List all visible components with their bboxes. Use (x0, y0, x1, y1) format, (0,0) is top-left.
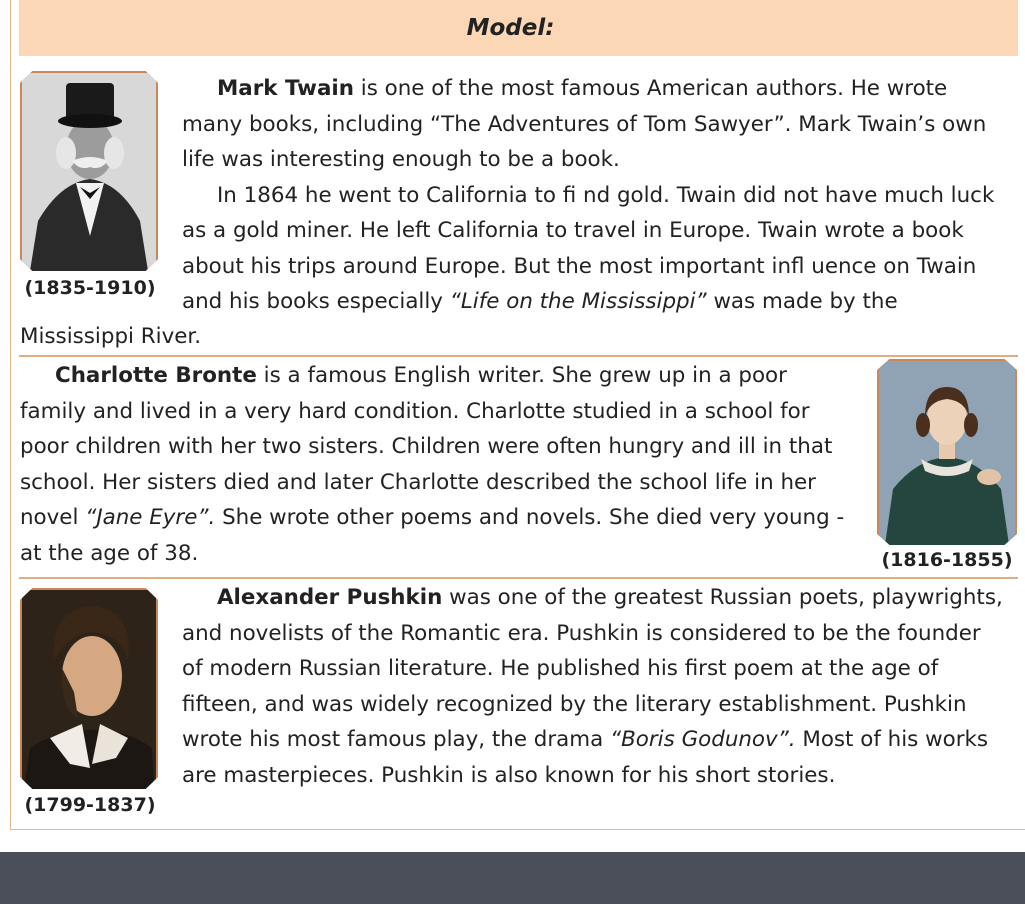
book-title-boris-godunov: “Boris Godunov”. (610, 727, 796, 752)
section-divider (19, 577, 1018, 579)
alexander-pushkin-paragraph: Alexander Pushkin was one of the greatest Russian poets, playwrights, and novelists of the Romantic era. Pushkin is considered to be the founder of modern Russian literature. He published his first poem at the age of fifteen, and was widely recognized by the literary establishment. Pushkin wrote his most famous play, the drama “Boris Godunov”. Most of his works are masterpieces. Pushkin is also known for his short stories. (182, 585, 1003, 788)
book-title-jane-eyre: “Jane Eyre”. (85, 505, 216, 530)
model-title: Model: (466, 15, 555, 41)
charlotte-bronte-portrait (877, 359, 1017, 545)
alexander-pushkin-years: (1799-1837) (24, 794, 156, 816)
mark-twain-portrait (20, 71, 158, 271)
mark-twain-paragraph: Mark Twain is one of the most famous American authors. He wrote many books, including “The Adventures of Tom Sawyer”. Mark Twain’s own life was interesting enough to be a book. In 1864 he went to California to fi nd gold. Twain did not have much luck as a gold miner. He left California to travel in Europe. Twain wrote a book about his trips around Europe. But the most important infl uence on Twain and his books especially “Life on the Mississippi” was made by the (182, 76, 995, 314)
charlotte-bronte-years: (1816-1855) (881, 549, 1013, 571)
alexander-pushkin-name: Alexander Pushkin (217, 585, 443, 610)
charlotte-bronte-paragraph: Charlotte Bronte is a famous English writer. She grew up in a poor family and lived in a very hard condition. Charlotte studied in a school for poor children with her two sisters. Children were often hungry and ill in that school. Her sisters died and later Charlotte described the school life in her novel “Jane Eyre”. She wrote other poems and novels. She died very young - at the age of 38. (20, 363, 845, 566)
section-divider (19, 355, 1018, 357)
bottom-bar (0, 852, 1025, 904)
book-title-life-on-the-mississippi: “Life on the Mississippi” (449, 289, 707, 314)
model-header (19, 0, 1018, 56)
mark-twain-years: (1835-1910) (24, 277, 156, 299)
mark-twain-name: Mark Twain (217, 76, 354, 101)
mark-twain-last-line: Mississippi River. (20, 324, 202, 349)
alexander-pushkin-portrait (20, 588, 158, 789)
charlotte-bronte-name: Charlotte Bronte (55, 363, 257, 388)
